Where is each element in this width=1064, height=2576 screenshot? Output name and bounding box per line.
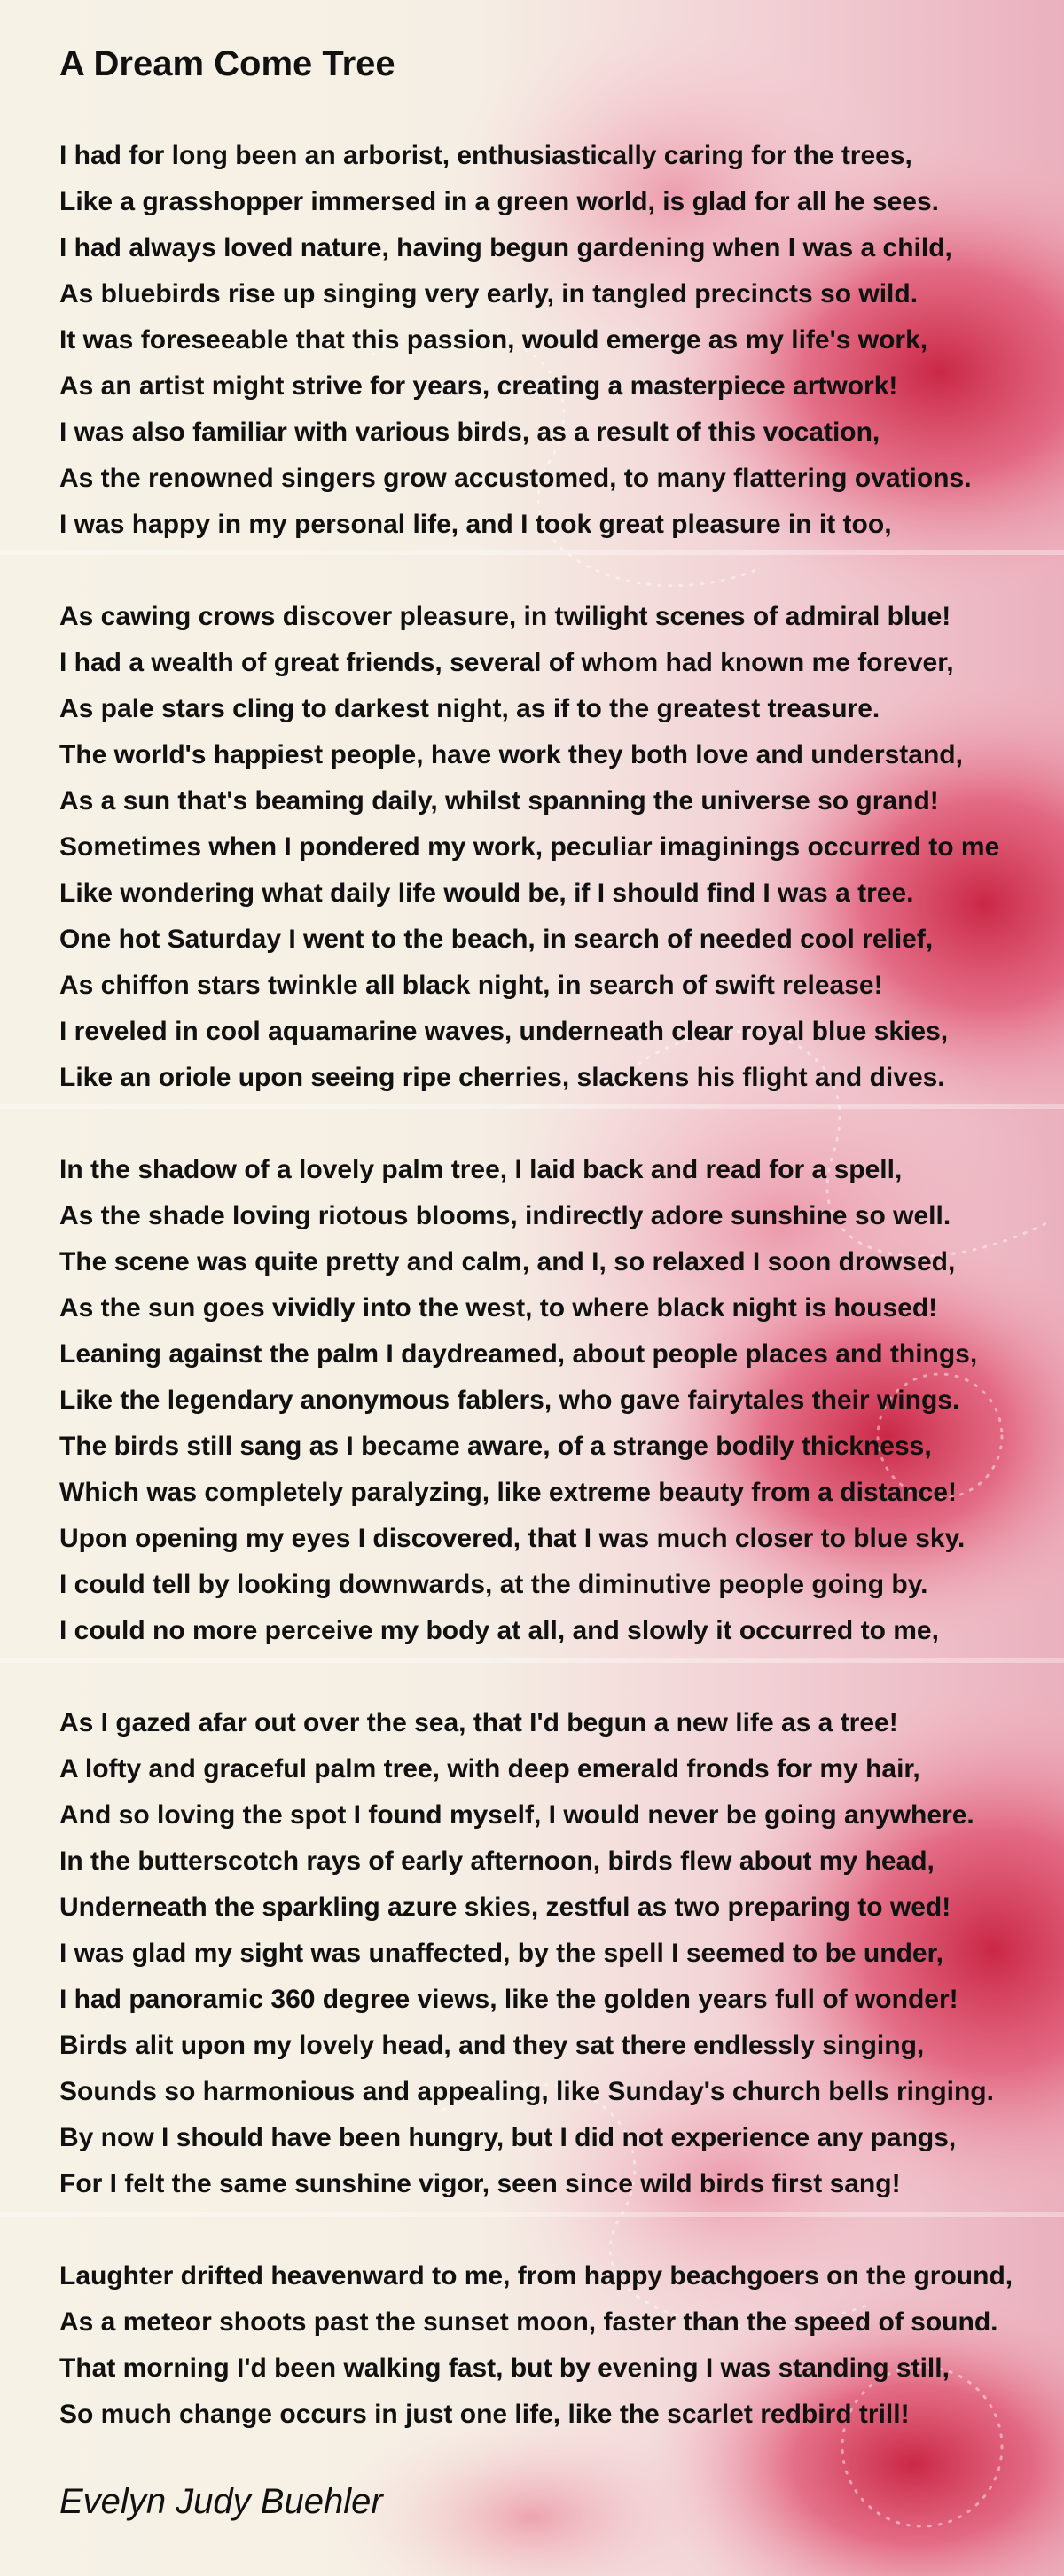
stanza: [59, 1147, 1064, 1654]
poem-line: In the butterscotch rays of early afternoon, birds flew about my head,: [59, 1846, 935, 1876]
poem-line: I was glad my sight was unaffected, by the spell I seemed to be under,: [59, 1939, 943, 1968]
poem-line: Upon opening my eyes I discovered, that I was much closer to blue sky.: [59, 1524, 966, 1553]
poem-line: Like a grasshopper immersed in a green world, is glad for all he sees.: [59, 187, 940, 216]
poem-body: [59, 133, 1064, 2484]
poem-line: The birds still sang as I became aware, of a strange bodily thickness,: [59, 1432, 932, 1461]
poem-line: One hot Saturday I went to the beach, in search of needed cool relief,: [59, 925, 934, 954]
poem-line: By now I should have been hungry, but I did not experience any pangs,: [59, 2123, 957, 2152]
poem-line: Laughter drifted heavenward to me, from happy beachgoers on the ground,: [59, 2261, 1013, 2291]
poem-line: As the shade loving riotous blooms, indirectly adore sunshine so well.: [59, 1201, 951, 1230]
poem-title: A Dream Come Tree: [59, 44, 395, 83]
poem-line: As a meteor shoots past the sunset moon, faster than the speed of sound.: [59, 2307, 998, 2337]
poem-author: Evelyn Judy Buehler: [59, 2482, 383, 2521]
poem-line: Sounds so harmonious and appealing, like Sunday's church bells ringing.: [59, 2077, 994, 2106]
poem-line: And so loving the spot I found myself, I would never be going anywhere.: [59, 1800, 974, 1830]
poem-line: Leaning against the palm I daydreamed, about people places and things,: [59, 1339, 978, 1369]
poem-line: As a sun that's beaming daily, whilst spanning the universe so grand!: [59, 786, 939, 816]
poem-line: I reveled in cool aquamarine waves, underneath clear royal blue skies,: [59, 1017, 949, 1046]
poem-line: Underneath the sparkling azure skies, zestful as two preparing to wed!: [59, 1893, 951, 1922]
poem-line: As the renowned singers grow accustomed, to many flattering ovations.: [59, 464, 972, 493]
poem-line: The world's happiest people, have work they both love and understand,: [59, 740, 963, 769]
poem-line: That morning I'd been walking fast, but by evening I was standing still,: [59, 2354, 950, 2383]
poem-line: As I gazed afar out over the sea, that I'd begun a new life as a tree!: [59, 1708, 898, 1737]
poem-line: As an artist might strive for years, creating a masterpiece artwork!: [59, 371, 898, 401]
poem-line: As pale stars cling to darkest night, as if to the greatest treasure.: [59, 694, 880, 723]
stanza: [59, 1700, 1064, 2207]
poem-line: Like wondering what daily life would be, if I should find I was a tree.: [59, 878, 914, 908]
poem-line: I was also familiar with various birds, as a result of this vocation,: [59, 418, 880, 447]
poem-line: I could no more perceive my body at all, and slowly it occurred to me,: [59, 1616, 939, 1645]
poem-line: The scene was quite pretty and calm, and I, so relaxed I soon drowsed,: [59, 1247, 956, 1276]
poem-line: Birds alit upon my lovely head, and they sat there endlessly singing,: [59, 2031, 925, 2060]
poem-line: I was happy in my personal life, and I took great pleasure in it too,: [59, 510, 892, 539]
poem-line: I had panoramic 360 degree views, like the golden years full of wonder!: [59, 1985, 958, 2014]
stanza: [59, 133, 1064, 548]
poem-line: It was foreseeable that this passion, would emerge as my life's work,: [59, 325, 928, 355]
poem-line: I had a wealth of great friends, several of whom had known me forever,: [59, 648, 954, 677]
poem-line: A lofty and graceful palm tree, with deep emerald fronds for my hair,: [59, 1754, 920, 1784]
poem-line: Sometimes when I pondered my work, peculiar imaginings occurred to me: [59, 832, 1000, 862]
poem-line: As chiffon stars twinkle all black night, in search of swift release!: [59, 971, 883, 1000]
poem-line: I had for long been an arborist, enthusiastically caring for the trees,: [59, 141, 912, 170]
poem-line: Like an oriole upon seeing ripe cherries, slackens his flight and dives.: [59, 1063, 945, 1092]
poem-line: So much change occurs in just one life, like the scarlet redbird trill!: [59, 2400, 910, 2429]
poem-line: Which was completely paralyzing, like extreme beauty from a distance!: [59, 1478, 958, 1507]
stanza: [59, 2253, 1064, 2438]
poem-line: As cawing crows discover pleasure, in twilight scenes of admiral blue!: [59, 602, 951, 631]
poem-line: In the shadow of a lovely palm tree, I laid back and read for a spell,: [59, 1155, 903, 1184]
poem-line: I had always loved nature, having begun gardening when I was a child,: [59, 233, 952, 262]
poem-line: Like the legendary anonymous fablers, who gave fairytales their wings.: [59, 1386, 960, 1415]
poem-line: As bluebirds rise up singing very early, in tangled precincts so wild.: [59, 279, 919, 308]
poem-line: As the sun goes vividly into the west, to where black night is housed!: [59, 1293, 938, 1323]
stanza: [59, 594, 1064, 1101]
poem-line: I could tell by looking downwards, at the diminutive people going by.: [59, 1570, 928, 1599]
poem-line: For I felt the same sunshine vigor, seen since wild birds first sang!: [59, 2169, 901, 2198]
